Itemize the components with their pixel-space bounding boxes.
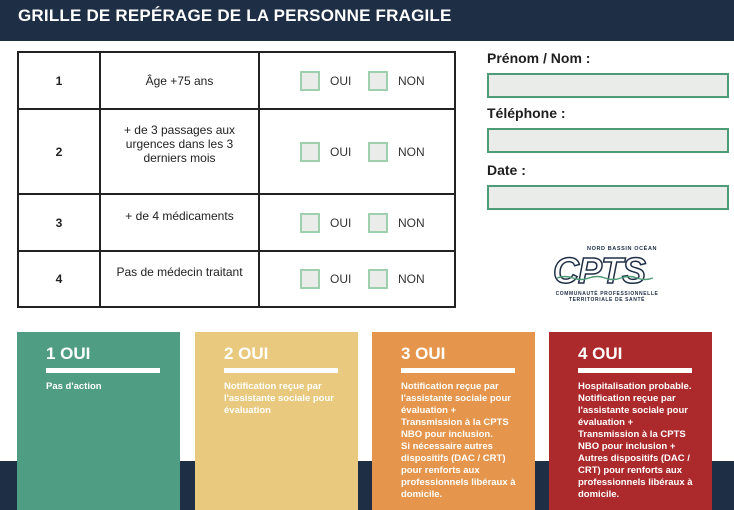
- date-label: Date :: [487, 162, 526, 178]
- card-text: Notification reçue par l'assistante sociale pour évaluation + Transmission à la CPTS NBO pour inclusion. Si nécessaire autres dispositifs (DAC / CRT) pour renforts aux professionnels libéraux à domicile.: [401, 381, 516, 500]
- oui-checkbox[interactable]: [300, 71, 320, 91]
- oui-option[interactable]: [300, 142, 351, 162]
- criterion-text: Pas de médecin traitant: [116, 265, 243, 279]
- oui-option[interactable]: [300, 71, 351, 91]
- non-option[interactable]: [368, 71, 425, 91]
- criterion-cell: [100, 52, 259, 109]
- choice-cell: [259, 194, 455, 251]
- criterion-cell: [100, 251, 259, 307]
- non-checkbox[interactable]: [368, 213, 388, 233]
- card-title: 2 OUI: [224, 344, 269, 363]
- criterion-number: 4: [18, 251, 100, 307]
- card-divider: [224, 368, 338, 373]
- card-divider: [401, 368, 515, 373]
- criterion-number: 2: [18, 109, 100, 194]
- table-row: [18, 52, 455, 109]
- criterion-text: + de 3 passages aux urgences dans les 3 derniers mois: [123, 123, 236, 165]
- table-row: [18, 251, 455, 307]
- criterion-number: 1: [18, 52, 100, 109]
- logo-region-text: NORD BASSIN OCÉAN: [587, 246, 658, 252]
- page-title: GRILLE DE REPÉRAGE DE LA PERSONNE FRAGILE: [18, 6, 452, 25]
- oui-label: OUI: [330, 144, 352, 159]
- card-title: 4 OUI: [578, 344, 623, 363]
- non-label: NON: [398, 272, 425, 286]
- criteria-table: [17, 51, 456, 308]
- non-option[interactable]: [368, 269, 425, 289]
- card-text: Notification reçue par l'assistante sociale pour évaluation: [224, 381, 334, 416]
- card-text: Pas d'action: [46, 381, 102, 392]
- oui-label: OUI: [330, 272, 352, 286]
- outcome-card-3: [372, 332, 535, 510]
- table-row: [18, 194, 455, 251]
- non-checkbox[interactable]: [368, 142, 388, 162]
- logo-mark: CPTS: [553, 250, 646, 291]
- card-title: 1 OUI: [46, 344, 91, 363]
- criterion-text: Âge +75 ans: [145, 74, 214, 88]
- date-field[interactable]: [487, 185, 729, 210]
- outcome-card-2: [195, 332, 358, 510]
- criterion-text: + de 4 médicaments: [125, 209, 234, 223]
- outcome-card-4: [549, 332, 712, 510]
- criterion-cell: [100, 194, 259, 251]
- name-label: Prénom / Nom :: [487, 50, 591, 66]
- oui-option[interactable]: [300, 269, 351, 289]
- non-label: NON: [398, 215, 425, 230]
- oui-checkbox[interactable]: [300, 142, 320, 162]
- non-option[interactable]: [368, 213, 425, 233]
- oui-label: OUI: [330, 215, 352, 230]
- card-divider: [578, 368, 692, 373]
- oui-option[interactable]: [300, 213, 351, 233]
- logo-subtitle-1: COMMUNAUTÉ PROFESSIONNELLE: [555, 291, 659, 297]
- choice-cell: [259, 52, 455, 109]
- non-label: NON: [398, 73, 425, 88]
- card-text: Hospitalisation probable. Notification reçue par l'assistante sociale pour évaluation + Transmission à la CPTS NBO pour inclusion + Autres dispositifs (DAC / CRT) pour renforts aux professionnels libéraux à domicile.: [578, 381, 693, 500]
- header-bar: [0, 0, 734, 41]
- logo-subtitle-2: TERRITORIALE DE SANTÉ: [568, 297, 646, 303]
- non-label: NON: [398, 144, 425, 159]
- criterion-cell: [100, 109, 259, 194]
- outcome-card-1: [17, 332, 180, 510]
- card-title: 3 OUI: [401, 344, 446, 363]
- oui-checkbox[interactable]: [300, 213, 320, 233]
- name-field[interactable]: [487, 73, 729, 98]
- choice-cell: [259, 109, 455, 194]
- oui-label: OUI: [330, 73, 352, 88]
- choice-cell: [259, 251, 455, 307]
- non-checkbox[interactable]: [368, 269, 388, 289]
- card-divider: [46, 368, 160, 373]
- phone-label: Téléphone :: [487, 105, 566, 121]
- table-row: [18, 109, 455, 194]
- criterion-number: 3: [18, 194, 100, 251]
- non-checkbox[interactable]: [368, 71, 388, 91]
- non-option[interactable]: [368, 142, 425, 162]
- oui-checkbox[interactable]: [300, 269, 320, 289]
- logo-wave-icon: [557, 275, 659, 281]
- cpts-logo: [553, 246, 661, 304]
- phone-field[interactable]: [487, 128, 729, 153]
